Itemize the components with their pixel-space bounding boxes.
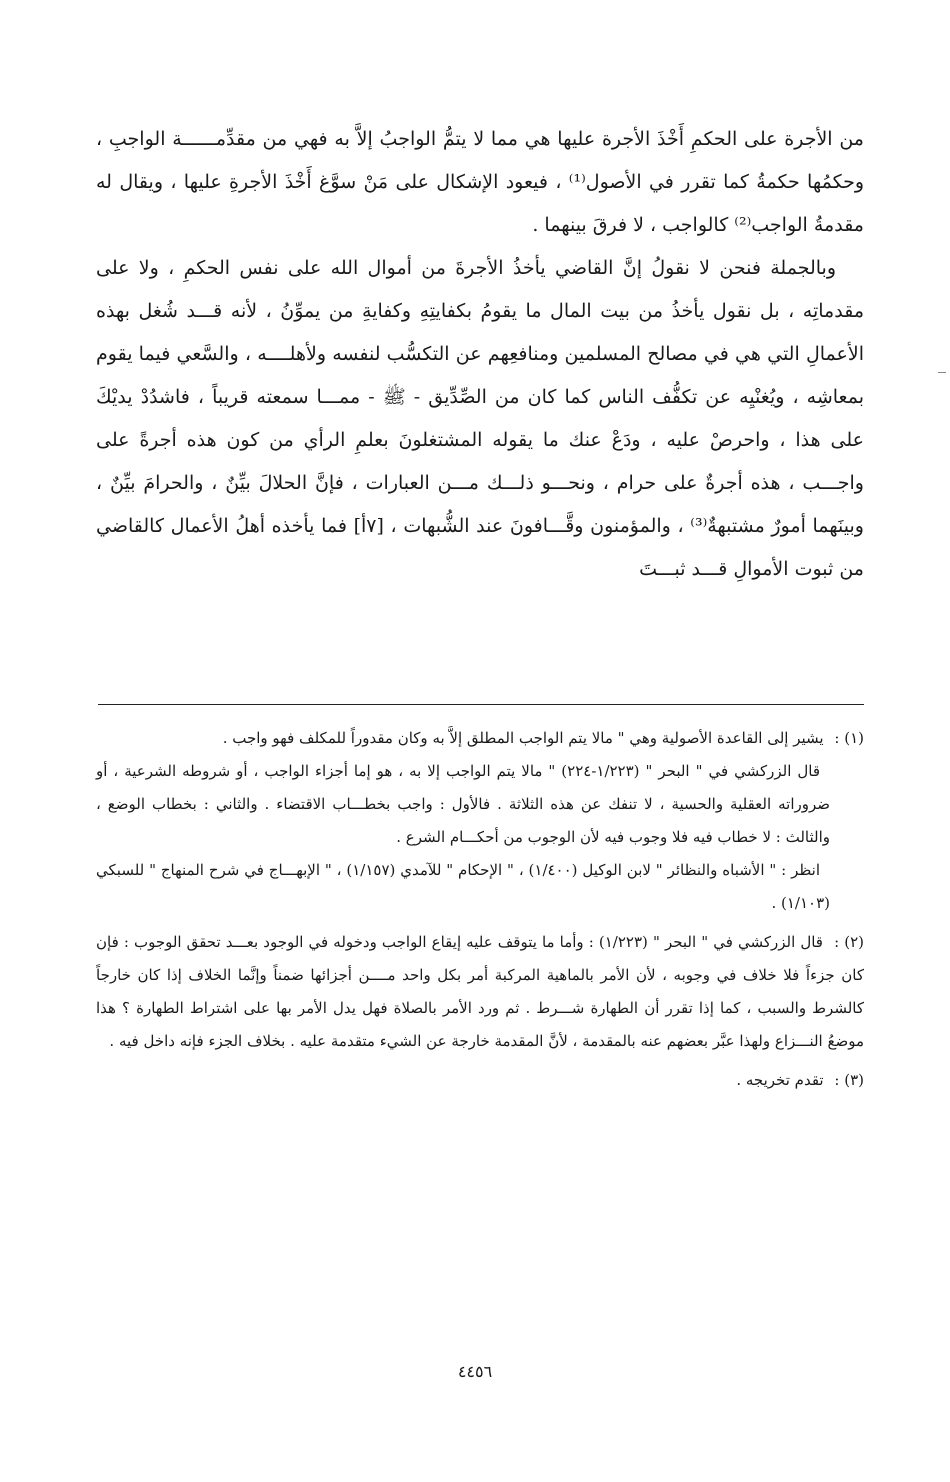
footnote-text: تقدم تخريجه . (736, 1071, 824, 1089)
footnote-text: قال الزركشي في " البحر " (١/٢٢٣-٢٢٤) " مالا يتم الواجب إلا به ، هو إما أجزاء الواجب ، أو شروطه الشرعية ، أو ضروراته العقلية والحسية ، لا تنفك عن هذه الثلاثة . فالأول : واجب بخطـــاب الاقتضاء . والثاني : بخطاب الوضع ، والثالث : لا خطاب فيه فلا وجوب فيه لأن الوجوب من أحكـــام الشرع . (96, 762, 830, 846)
page-number: ٤٤٥٦ (457, 1362, 493, 1381)
footnote-number: (١) : (834, 729, 864, 747)
paragraph: من الأجرة على الحكمِ أَخْذَ الأجرة عليها هي مما لا يتمُّ الواجبُ إلاَّ به فهي من مقدِّمــــــة الواجبِ ، وحكمُها حكمةُ كما تقرر في الأصول⁽¹⁾ ، فيعود الإشكال على مَنْ سوَّغ أَخْذَ الأجرةِ عليها ، ويقال له مقدمةُ الواجب⁽²⁾ كالواجب ، لا فرقَ بينهما . (96, 128, 864, 236)
footnote-text: انظر : " الأشباه والنظائر " لابن الوكيل (١/٤٠٠) ، " الإحكام " للآمدي (١/١٥٧) ، " الإبهـــاج في شرح المنهاج " للسبكي (١/١٠٣) . (96, 861, 830, 912)
main-text (96, 118, 864, 591)
footnote-number: (٢) : (834, 933, 864, 951)
footnote-number: (٣) : (834, 1071, 864, 1089)
footnote (96, 1064, 864, 1097)
footnote-text: يشير إلى القاعدة الأصولية وهي " مالا يتم الواجب المطلق إلاَّ به وكان مقدوراً للمكلف فهو واجب . (222, 729, 824, 747)
footnotes (96, 722, 864, 1103)
footnote (96, 926, 864, 1058)
margin-mark (938, 372, 946, 373)
footnote-text: قال الزركشي في " البحر " (١/٢٢٣) : وأما ما يتوقف عليه إيقاع الواجب ودخوله في الوجود بعـــد تحقق الوجوب : فإن كان جزءاً فلا خلاف في وجوبه ، لأن الأمر بالماهية المركبة أمر بكل واحد مــــن أجزائها ضمناً وإنَّما الخلاف إذا كان خارجاً كالشرط والسبب ، كما إذا تقرر أن الطهارة شـــرط . ثم ورد الأمر بالصلاة فهل يدل الأمر بها على اشتراط الطهارة ؟ هذا موضعُ النـــزاع ولهذا عبَّر بعضهم عنه بالمقدمة ، لأنَّ المقدمة خارجة عن الشيء متقدمة عليه . بخلاف الجزء فإنه داخل فيه . (96, 933, 864, 1050)
footnote (96, 722, 864, 920)
paragraph: وبالجملة فنحن لا نقولُ إنَّ القاضي يأخذُ الأجرةَ من أموال الله على نفس الحكمِ ، ولا على مقدماتِه ، بل نقول يأخذُ من بيت المال ما يقومُ بكفايتِهِ وكفايةِ من يموِّنُ ، لأنه قـــد شُغل بهذه الأعمالِ التي هي في مصالح المسلمين ومنافعِهم عن التكسُّب لنفسه ولأهلــــه ، والسَّعي فيما يقوم بمعاشِه ، ويُغنْيِه عن تكفُّف الناس كما كان من الصِّدِّيق - ﷺ - ممـــا سمعته قريباً ، فاشدُدْ يديْكَ على هذا ، واحرصْ عليه ، ودَعْ عنك ما يقوله المشتغلونَ بعلمِ الرأي من كون هذه أجرةً على واجـــب ، هذه أجرةٌ على حرام ، ونحـــو ذلـــك مـــن العبارات ، فإنَّ الحلالَ بيِّنٌ ، والحرامَ بيِّنٌ ، وبينَهما أمورٌ مشتبهةٌ⁽³⁾ ، والمؤمنون وقَّـــافونَ عند الشُّبهات ، [٧أ] فما يأخذه أهلُ الأعمال كالقاضي من ثبوت الأموالِ قـــد ثبـــتَ (96, 257, 864, 580)
footnote-separator (98, 704, 864, 705)
